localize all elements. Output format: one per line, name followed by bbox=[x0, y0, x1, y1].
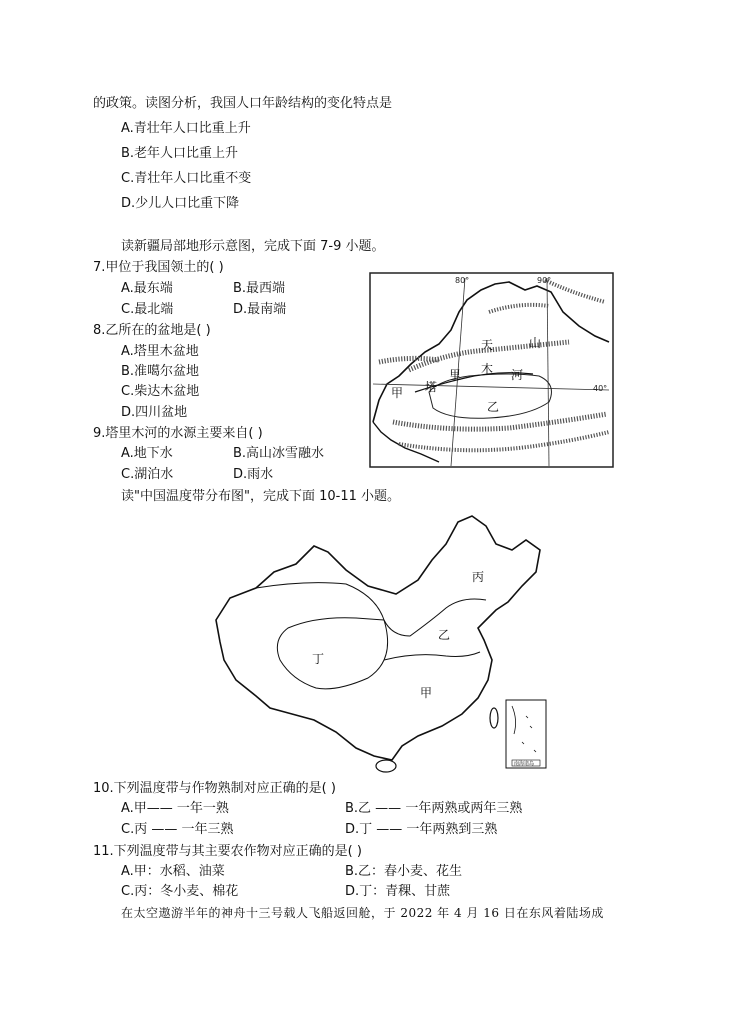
xinjiang-intro: 读新疆局部地形示意图，完成下面 7-9 小题。 bbox=[121, 239, 385, 254]
q11-stem: 11.下列温度带与其主要农作物对应正确的是( ) bbox=[93, 844, 362, 859]
q10-stem: 10.下列温度带与作物熟制对应正确的是( ) bbox=[93, 781, 336, 796]
q11-option-d: D.丁：青稞、甘蔗 bbox=[345, 884, 451, 899]
q9-option-d: D.雨水 bbox=[233, 467, 274, 482]
q7-option-a: A.最东端 bbox=[121, 281, 173, 296]
zones-intro: 读"中国温度带分布图"，完成下面 10-11 小题。 bbox=[121, 489, 400, 504]
q11-option-c: C.丙：冬小麦、棉花 bbox=[121, 884, 239, 899]
q7-stem: 7.甲位于我国领土的( ) bbox=[93, 260, 224, 275]
q10-option-b: B.乙 —— 一年两熟或两年三熟 bbox=[345, 801, 523, 816]
q10-option-c: C.丙 —— 一年三熟 bbox=[121, 822, 234, 837]
label-yi: 乙 bbox=[487, 400, 500, 414]
river-char-4: 河 bbox=[511, 368, 524, 382]
q10-option-d: D.丁 —— 一年两熟到三熟 bbox=[345, 822, 498, 837]
coord-90: 90° bbox=[537, 276, 552, 285]
zone-ding: 丁 bbox=[312, 652, 325, 666]
q9-option-b: B.高山冰雪融水 bbox=[233, 446, 325, 461]
q6-intro-line: 的政策。读图分析，我国人口年龄结构的变化特点是 bbox=[93, 96, 393, 111]
q8-option-d: D.四川盆地 bbox=[121, 405, 188, 420]
inset-caption: 南海诸岛 bbox=[514, 761, 535, 767]
q6-option-b: B.老年人口比重上升 bbox=[121, 146, 239, 161]
q12-intro-line: 在太空遨游半年的神舟十三号载人飞船返回舱，于 2022 年 4 月 16 日在东风着陆场成 bbox=[121, 906, 604, 920]
q6-option-a: A.青壮年人口比重上升 bbox=[121, 121, 251, 136]
label-jia: 甲 bbox=[391, 386, 404, 400]
q10-option-a: A.甲—— 一年一熟 bbox=[121, 801, 229, 816]
q8-option-a: A.塔里木盆地 bbox=[121, 344, 199, 359]
q7-option-c: C.最北端 bbox=[121, 302, 174, 317]
q8-option-c: C.柴达木盆地 bbox=[121, 384, 200, 399]
river-char-2: 里 bbox=[449, 368, 462, 382]
river-char-3: 木 bbox=[481, 362, 494, 376]
river-char-1: 塔 bbox=[425, 380, 438, 394]
mountain-char-1: 天 bbox=[481, 338, 494, 352]
q6-option-c: C.青壮年人口比重不变 bbox=[121, 171, 252, 186]
china-map-graphic bbox=[196, 510, 552, 776]
coord-40: 40° bbox=[593, 384, 608, 393]
q6-option-d: D.少儿人口比重下降 bbox=[121, 196, 240, 211]
china-temperature-zone-map bbox=[196, 510, 552, 776]
xinjiang-terrain-map bbox=[369, 272, 614, 468]
q9-option-c: C.湖泊水 bbox=[121, 467, 174, 482]
q9-option-a: A.地下水 bbox=[121, 446, 173, 461]
zone-yi: 乙 bbox=[438, 628, 451, 642]
zone-jia: 甲 bbox=[420, 686, 433, 700]
zone-bing: 丙 bbox=[472, 570, 485, 584]
coord-80: 80° bbox=[455, 276, 470, 285]
q9-stem: 9.塔里木河的水源主要来自( ) bbox=[93, 426, 263, 441]
q11-option-a: A.甲：水稻、油菜 bbox=[121, 864, 225, 879]
q8-option-b: B.准噶尔盆地 bbox=[121, 364, 200, 379]
q7-option-b: B.最西端 bbox=[233, 281, 286, 296]
q7-option-d: D.最南端 bbox=[233, 302, 287, 317]
q11-option-b: B.乙：春小麦、花生 bbox=[345, 864, 463, 879]
mountain-char-2: 山 bbox=[529, 336, 542, 350]
q8-stem: 8.乙所在的盆地是( ) bbox=[93, 323, 211, 338]
